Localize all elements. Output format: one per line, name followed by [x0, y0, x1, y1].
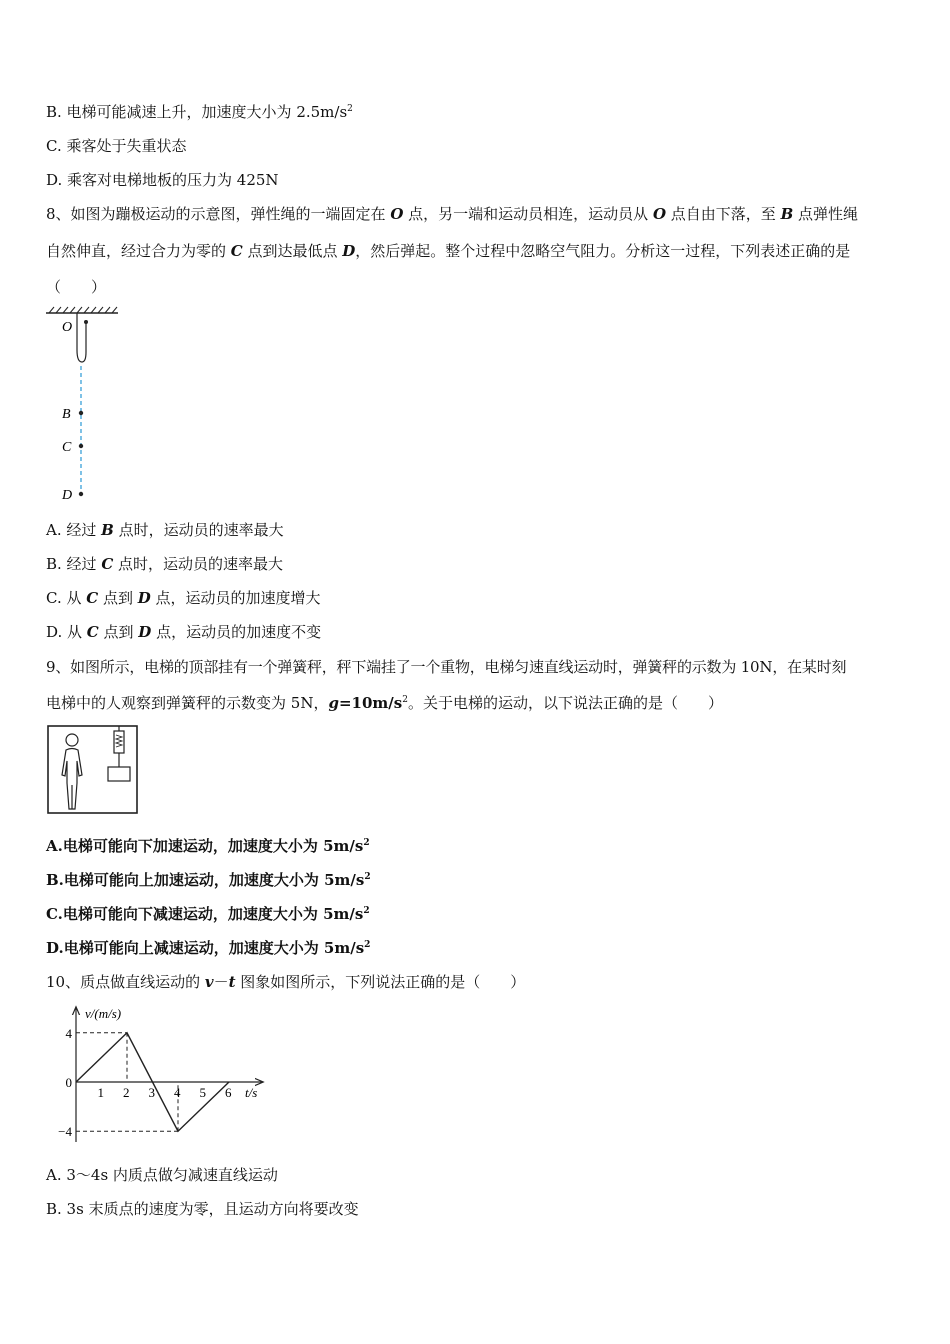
- q10-stem: [46, 972, 525, 992]
- q9-stem-text: 电梯中的人观察到弹簧秤的示数变为 5N，: [46, 694, 329, 712]
- q8-option-d: [46, 622, 321, 642]
- y-tick-label: 4: [65, 1025, 72, 1041]
- q9-option-b: [46, 870, 371, 890]
- q10-stem-text: 10、质点做直线运动的: [46, 973, 205, 991]
- q8-option-point: D: [138, 623, 152, 641]
- label-c: C: [62, 440, 72, 455]
- q8-option-text: 点，运动员的加速度增大: [150, 589, 321, 607]
- q7-option-d: D. 乘客对电梯地板的压力为 425N: [46, 171, 279, 189]
- q9-g-sup: 2: [402, 695, 408, 705]
- y-tick-label: 0: [65, 1075, 72, 1090]
- label-b: B: [62, 407, 71, 422]
- q8-option-a: [46, 520, 284, 540]
- q7-option-b: [46, 102, 353, 122]
- q10-option-b: B. 3s 末质点的速度为零，且运动方向将要改变: [46, 1200, 359, 1218]
- q8-answer-bracket: （ ）: [46, 278, 107, 296]
- q8-option-point: C: [101, 555, 114, 573]
- q9-option-text: C.电梯可能向下减速运动，加速度大小为 5m/s: [46, 905, 364, 923]
- elevator-figure: [47, 725, 139, 815]
- y-axis-label: v/(m/s): [85, 1006, 122, 1021]
- q10-t-symbol: t: [228, 973, 236, 991]
- x-axis-label: t/s: [245, 1085, 258, 1100]
- q8-stem-text: 点到达最低点: [242, 242, 343, 260]
- y-tick-label: −4: [58, 1124, 72, 1140]
- q10-option-a: A. 3～4s 内质点做匀减速直线运动: [46, 1166, 278, 1184]
- q8-option-text: A. 经过: [46, 521, 102, 539]
- q8-stem-text: ，然后弹起。整个过程中忽略空气阻力。分析这一过程，下列表述正确的是: [355, 242, 851, 260]
- q8-stem-text: 8、如图为蹦极运动的示意图，弹性绳的一端固定在: [46, 205, 391, 223]
- q8-option-point: D: [137, 589, 151, 607]
- q9-option-c: [46, 904, 370, 924]
- q9-g-symbol: g: [328, 694, 339, 712]
- q8-stem-text: 点，另一端和运动员相连，运动员从: [403, 205, 653, 223]
- q8-option-text: C. 从: [46, 589, 87, 607]
- q8-stem-text: 点自由下落，至: [666, 205, 781, 223]
- q9-option-sup: 2: [363, 906, 370, 916]
- q9-option-d: [46, 938, 370, 958]
- q9-option-text: D.电梯可能向上减速运动，加速度大小为 5m/s: [46, 939, 365, 957]
- q9-option-text: A.电梯可能向下加速运动，加速度大小为 5m/s: [46, 837, 364, 855]
- q8-option-b: [46, 554, 283, 574]
- q8-point-d: D: [342, 242, 356, 260]
- q8-option-point: B: [101, 521, 114, 539]
- q8-stem-text: 点弹性绳: [793, 205, 859, 223]
- q9-stem-line2: [46, 693, 723, 713]
- q8-point-b: B: [780, 205, 794, 223]
- q8-option-text: D. 从: [46, 623, 87, 641]
- q9-option-text: B.电梯可能向上加速运动，加速度大小为 5m/s: [46, 871, 365, 889]
- q7-option-b-sup: 2: [347, 104, 353, 114]
- x-tick-label: 6: [225, 1085, 232, 1100]
- x-tick-label: 3: [148, 1085, 155, 1100]
- q9-option-sup: 2: [363, 838, 370, 848]
- q9-stem-line1: 9、如图所示，电梯的顶部挂有一个弹簧秤，秤下端挂了一个重物，电梯匀速直线运动时，弹簧秤的示数为 10N，在某时刻: [46, 658, 847, 676]
- q8-option-c: [46, 588, 321, 608]
- q8-stem-line2: [46, 241, 850, 261]
- q8-option-text: 点时，运动员的速率最大: [113, 555, 284, 573]
- label-o: O: [62, 320, 73, 335]
- q8-point-c: C: [230, 242, 243, 260]
- q10-dash: －: [213, 973, 229, 991]
- q8-option-point: C: [86, 589, 99, 607]
- x-tick-label: 2: [123, 1085, 130, 1100]
- q8-stem-line1: [46, 204, 858, 224]
- x-tick-label: 4: [174, 1085, 181, 1100]
- q8-option-text: 点时，运动员的速率最大: [113, 521, 284, 539]
- label-d: D: [62, 488, 73, 503]
- q9-stem-text: 。关于电梯的运动，以下说法正确的是（ ）: [407, 694, 723, 712]
- q10-v-symbol: v: [204, 973, 214, 991]
- q8-option-text: 点，运动员的加速度不变: [151, 623, 322, 641]
- vt-chart: [40, 1002, 280, 1152]
- q8-option-text: 点到: [98, 623, 139, 641]
- q10-stem-text: 图象如图所示，下列说法正确的是（ ）: [235, 973, 526, 991]
- bungee-figure: [44, 306, 124, 502]
- q8-option-text: B. 经过: [46, 555, 102, 573]
- q9-option-sup: 2: [364, 872, 371, 882]
- q9-option-sup: 2: [364, 940, 371, 950]
- q9-g-value: =10m/s: [338, 694, 403, 712]
- q8-stem-text: 自然伸直，经过合力为零的: [46, 242, 231, 260]
- q8-point-o: O: [390, 205, 404, 223]
- q9-option-a: [46, 836, 370, 856]
- q8-option-point: C: [86, 623, 99, 641]
- x-tick-label: 1: [97, 1085, 104, 1100]
- q7-option-b-text: B. 电梯可能减速上升，加速度大小为 2.5m/s: [46, 103, 348, 121]
- q7-option-c: C. 乘客处于失重状态: [46, 137, 187, 155]
- q8-point-o: O: [652, 205, 667, 223]
- q8-option-text: 点到: [98, 589, 138, 607]
- x-tick-label: 5: [199, 1085, 206, 1100]
